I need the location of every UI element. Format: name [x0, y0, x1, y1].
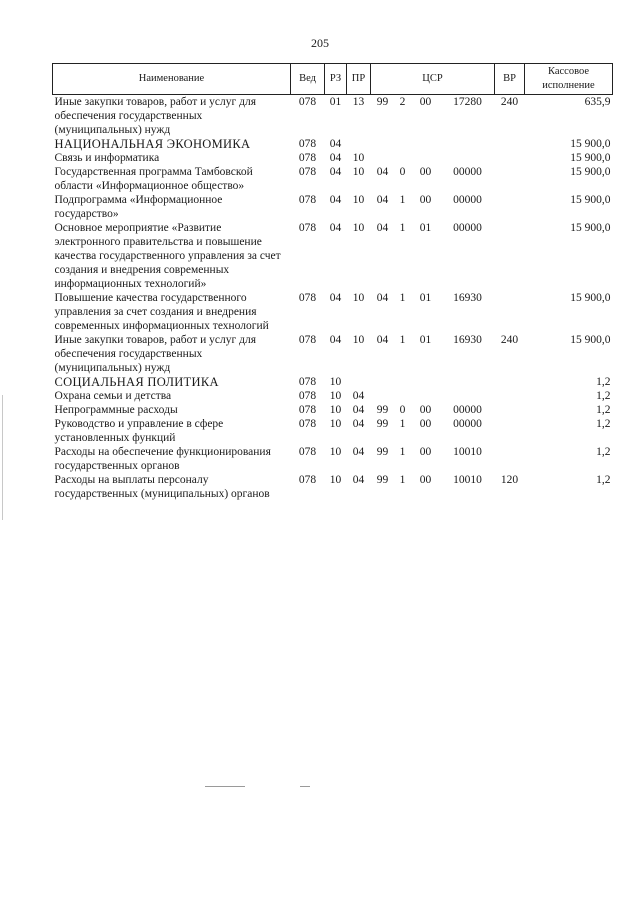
row-pr [347, 375, 371, 389]
row-csr-4 [441, 137, 495, 151]
row-amount: 1,2 [596, 376, 611, 388]
header-vr: ВР [495, 64, 525, 95]
row-pr: 04 [352, 404, 365, 416]
table-row [53, 95, 613, 138]
row-name: Государственная программа Тамбовской области «Информационное общество» [54, 166, 253, 192]
row-csr-2: 1 [399, 446, 406, 458]
row-rz: 10 [329, 376, 342, 388]
row-csr-4: 17280 [453, 96, 482, 108]
table-row [53, 445, 613, 473]
row-csr-1: 04 [376, 194, 389, 206]
row-csr-4 [441, 375, 495, 389]
table-row [53, 333, 613, 375]
row-vr [495, 193, 525, 221]
row-rz: 10 [329, 404, 342, 416]
row-csr-4: 00000 [453, 222, 482, 234]
row-csr-1 [371, 151, 395, 165]
page-number: 205 [311, 36, 329, 50]
row-pr: 10 [352, 334, 365, 346]
header-amount-line2: исполнение [542, 80, 595, 91]
row-csr-2 [395, 151, 411, 165]
row-vr [495, 389, 525, 403]
row-pr: 04 [352, 418, 365, 430]
row-csr-4: 00000 [453, 194, 482, 206]
row-rz: 04 [329, 292, 342, 304]
row-csr-3: 00 [419, 474, 432, 486]
row-csr-2: 1 [399, 292, 406, 304]
row-vr [495, 291, 525, 333]
row-csr-4: 00000 [453, 418, 482, 430]
row-pr: 10 [352, 166, 365, 178]
row-csr-1 [371, 137, 395, 151]
row-csr-2: 0 [399, 404, 406, 416]
row-csr-2: 1 [399, 474, 406, 486]
row-pr: 04 [352, 446, 365, 458]
header-pr: ПР [347, 64, 371, 95]
row-pr: 10 [352, 222, 365, 234]
row-amount: 1,2 [596, 474, 611, 486]
row-csr-3 [411, 389, 441, 403]
row-csr-1: 99 [376, 404, 389, 416]
row-ved: 078 [298, 194, 317, 206]
row-amount: 15 900,0 [570, 194, 611, 206]
row-name: Расходы на обеспечение функционирования государственных органов [54, 446, 271, 472]
row-csr-1 [371, 375, 395, 389]
row-csr-4: 10010 [453, 474, 482, 486]
header-csr: ЦСР [371, 64, 495, 95]
row-amount: 1,2 [596, 418, 611, 430]
row-name: Связь и информатика [54, 152, 160, 164]
row-pr [347, 137, 371, 151]
table-row [53, 137, 613, 151]
row-csr-1: 04 [376, 222, 389, 234]
row-csr-3: 00 [419, 166, 432, 178]
row-ved: 078 [298, 222, 317, 234]
row-name: Охрана семьи и детства [54, 390, 172, 402]
row-amount: 15 900,0 [570, 334, 611, 346]
row-name: Непрограммные расходы [54, 404, 178, 416]
row-ved: 078 [298, 376, 317, 388]
row-csr-2: 1 [399, 194, 406, 206]
row-ved: 078 [298, 446, 317, 458]
row-csr-1: 99 [376, 474, 389, 486]
row-amount: 15 900,0 [570, 166, 611, 178]
row-pr: 13 [352, 96, 365, 108]
table-row [53, 151, 613, 165]
row-ved: 078 [298, 152, 317, 164]
row-vr [495, 403, 525, 417]
row-rz: 04 [329, 152, 342, 164]
row-ved: 078 [298, 418, 317, 430]
scan-edge-mark [2, 395, 3, 520]
row-ved: 078 [298, 390, 317, 402]
row-csr-2: 1 [399, 418, 406, 430]
row-csr-3: 00 [419, 96, 432, 108]
row-amount: 15 900,0 [570, 292, 611, 304]
row-csr-2: 1 [399, 222, 406, 234]
row-csr-4 [441, 389, 495, 403]
row-csr-1: 04 [376, 166, 389, 178]
row-ved: 078 [298, 166, 317, 178]
row-csr-3: 01 [419, 292, 432, 304]
row-amount: 635,9 [584, 96, 611, 108]
row-csr-2 [395, 137, 411, 151]
row-amount: 15 900,0 [570, 222, 611, 234]
row-vr [495, 417, 525, 445]
header-ved: Вед [291, 64, 325, 95]
table-row [53, 221, 613, 291]
row-rz: 04 [329, 166, 342, 178]
row-rz: 04 [329, 334, 342, 346]
budget-table [52, 63, 613, 501]
row-csr-4: 10010 [453, 446, 482, 458]
row-csr-1: 99 [376, 446, 389, 458]
row-csr-4: 16930 [453, 292, 482, 304]
row-csr-1: 99 [376, 96, 389, 108]
row-name: Руководство и управление в сфере установленных функций [54, 418, 224, 444]
table-header-row [53, 64, 613, 95]
row-csr-1 [371, 389, 395, 403]
row-pr: 10 [352, 292, 365, 304]
row-pr: 10 [352, 194, 365, 206]
row-rz: 10 [329, 418, 342, 430]
header-name: Наименование [53, 64, 291, 95]
row-vr [495, 165, 525, 193]
row-csr-3: 00 [419, 446, 432, 458]
row-csr-3: 00 [419, 404, 432, 416]
row-ved: 078 [298, 138, 317, 150]
row-vr [495, 151, 525, 165]
row-pr: 10 [352, 152, 365, 164]
row-amount: 1,2 [596, 446, 611, 458]
row-vr: 240 [500, 334, 519, 346]
row-csr-3: 01 [419, 222, 432, 234]
row-pr: 04 [352, 390, 365, 402]
row-csr-3: 00 [419, 194, 432, 206]
row-ved: 078 [298, 404, 317, 416]
row-csr-1: 04 [376, 292, 389, 304]
row-rz: 04 [329, 222, 342, 234]
row-csr-3: 01 [419, 334, 432, 346]
header-amount-line1: Кассовое [547, 66, 590, 77]
row-ved: 078 [298, 292, 317, 304]
row-ved: 078 [298, 96, 317, 108]
row-amount: 1,2 [596, 404, 611, 416]
row-name: Повышение качества государственного управления за счет создания и внедрения современных информационных технологий [54, 292, 269, 332]
table-row [53, 389, 613, 403]
row-csr-2 [395, 389, 411, 403]
row-csr-4 [441, 151, 495, 165]
row-rz: 10 [329, 390, 342, 402]
row-amount: 1,2 [596, 390, 611, 402]
header-amount [525, 64, 613, 95]
row-rz: 04 [329, 194, 342, 206]
row-vr [495, 137, 525, 151]
row-rz: 10 [329, 446, 342, 458]
row-ved: 078 [298, 334, 317, 346]
header-rz: РЗ [325, 64, 347, 95]
table-row [53, 403, 613, 417]
row-csr-3: 00 [419, 418, 432, 430]
row-csr-2: 2 [399, 96, 406, 108]
row-name: Иные закупки товаров, работ и услуг для обеспечения государственных (муниципальных) нужд [54, 96, 256, 136]
row-name: Подпрограмма «Информационное государство» [54, 194, 223, 220]
row-csr-3 [411, 137, 441, 151]
row-rz: 10 [329, 474, 342, 486]
row-name: НАЦИОНАЛЬНАЯ ЭКОНОМИКА [54, 137, 251, 151]
row-vr [495, 375, 525, 389]
row-rz: 04 [329, 138, 342, 150]
row-csr-2 [395, 375, 411, 389]
row-csr-4: 16930 [453, 334, 482, 346]
row-csr-1: 99 [376, 418, 389, 430]
row-name: СОЦИАЛЬНАЯ ПОЛИТИКА [54, 375, 219, 389]
footer-scan-mark-left [205, 786, 245, 787]
row-csr-3 [411, 151, 441, 165]
row-csr-1: 04 [376, 334, 389, 346]
row-vr: 120 [500, 474, 519, 486]
row-csr-2: 1 [399, 334, 406, 346]
table-row [53, 375, 613, 389]
table-row [53, 165, 613, 193]
row-name: Расходы на выплаты персоналу государственных (муниципальных) органов [54, 474, 270, 500]
row-csr-4: 00000 [453, 404, 482, 416]
footer-scan-mark-right [300, 786, 310, 787]
row-vr: 240 [500, 96, 519, 108]
row-vr [495, 221, 525, 291]
row-amount: 15 900,0 [570, 138, 611, 150]
row-name: Иные закупки товаров, работ и услуг для обеспечения государственных (муниципальных) нужд [54, 334, 256, 374]
row-amount: 15 900,0 [570, 152, 611, 164]
row-csr-4: 00000 [453, 166, 482, 178]
row-pr: 04 [352, 474, 365, 486]
row-vr [495, 445, 525, 473]
row-csr-2: 0 [399, 166, 406, 178]
table-row [53, 473, 613, 501]
row-csr-3 [411, 375, 441, 389]
row-name: Основное мероприятие «Развитие электронного правительства и повышение качества государственного управления за счет создания и внедрения современных информационных технологий» [54, 222, 281, 290]
table-row [53, 417, 613, 445]
table-row [53, 291, 613, 333]
row-ved: 078 [298, 474, 317, 486]
row-rz: 01 [329, 96, 342, 108]
table-row [53, 193, 613, 221]
